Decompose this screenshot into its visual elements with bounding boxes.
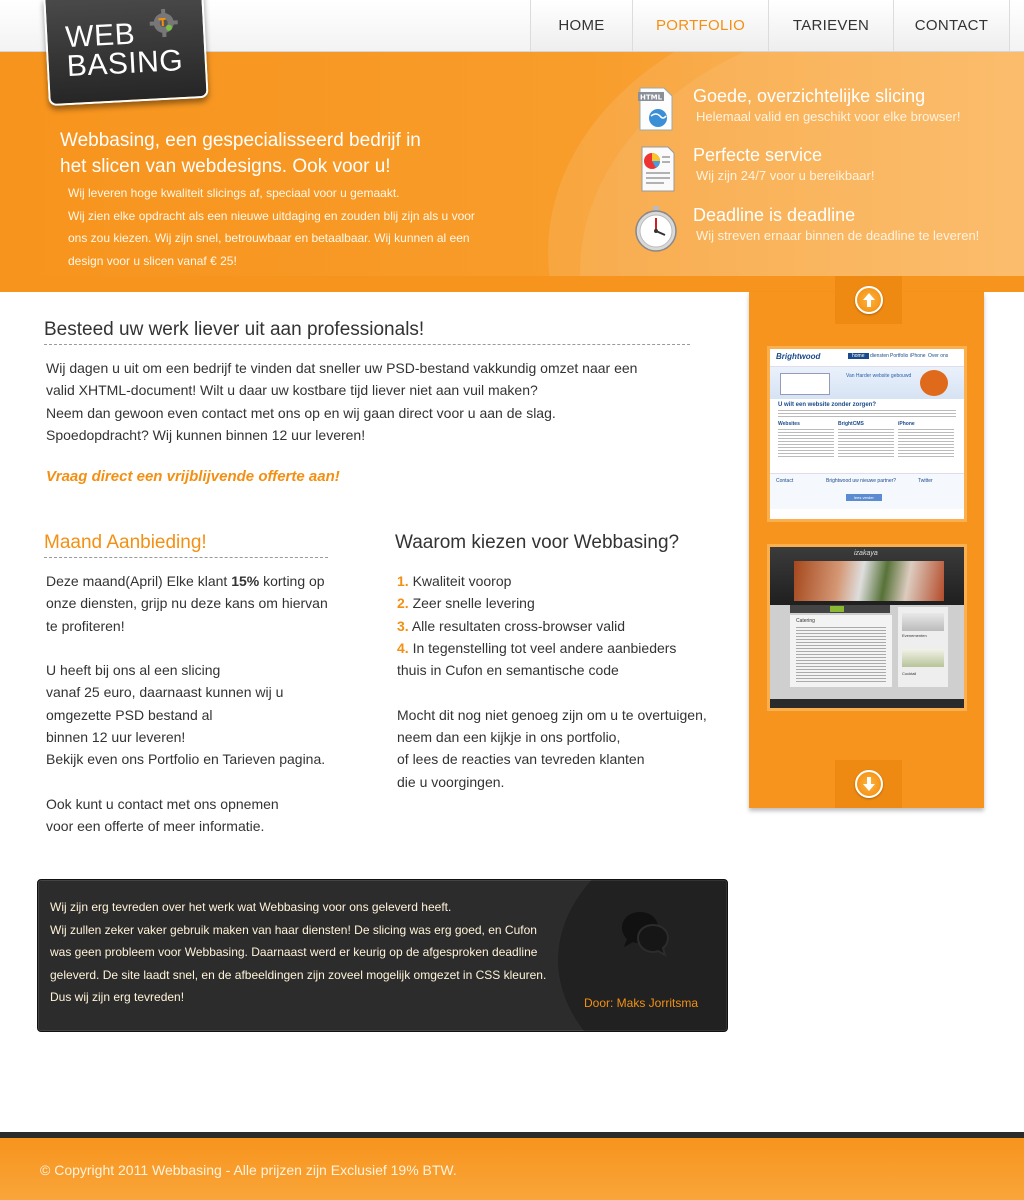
testimonial-line: was geen probleem voor Webbasing. Daarnaast werd er keurig op de afgesproken deadline xyxy=(50,945,538,959)
divider xyxy=(44,557,328,558)
why-list xyxy=(397,570,727,793)
hero-intro-line: ons zou kiezen. Wij zijn snel, betrouwbaar en betaalbaar. Wij kunnen al een xyxy=(68,231,470,245)
svg-text:HTML: HTML xyxy=(640,93,663,102)
thumb-column: iPhone xyxy=(898,421,915,427)
testimonial-line: geleverd. De site laadt snel, en de afbeeldingen zijn zoveel mogelijk omgezet in CSS kleuren. xyxy=(50,967,547,982)
list-number: 4. xyxy=(397,639,409,656)
paragraph-line: Wij dagen u uit om een bedrijf te vinden dat sneller uw PSD-bestand vakkundig omzet naar een xyxy=(46,360,638,376)
thumb-nav-active xyxy=(830,606,844,612)
paragraph-line: valid XHTML-document! Wilt u daar uw kostbare tijd liever niet aan vuil maken? xyxy=(46,382,538,399)
thumb-button: lees verder xyxy=(846,494,882,501)
html-file-icon xyxy=(632,86,680,134)
thumb-content xyxy=(790,615,892,687)
testimonial-text xyxy=(50,896,570,1009)
portfolio-thumb-izakaya[interactable] xyxy=(767,544,967,711)
testimonial-line: Wij zullen zeker vaker gebruik maken van haar diensten! De slicing was erg goed, en Cufon xyxy=(50,922,537,937)
divider xyxy=(44,344,690,345)
hero-intro-line: Wij zien elke opdracht als een nieuwe uitdaging en zouden blij zijn als u voor xyxy=(68,208,475,223)
feature-slicing xyxy=(632,86,1022,136)
thumb-column: Websites xyxy=(778,421,800,427)
thumb-screen xyxy=(780,373,830,395)
site-logo[interactable] xyxy=(43,0,208,106)
hero-intro-line: design voor u slicen vanaf € 25! xyxy=(68,253,237,268)
scroll-down-button[interactable] xyxy=(835,760,902,808)
arrow-down-icon xyxy=(855,770,883,798)
logo-line2: BASING xyxy=(66,44,184,84)
thumb-column: BrightCMS xyxy=(838,421,864,427)
offer-line: voor een offerte of meer informatie. xyxy=(46,818,265,835)
arrow-up-icon xyxy=(855,286,883,314)
why-item-continuation: thuis in Cufon en semantische code xyxy=(397,662,619,679)
thumb-footer-col: Twitter xyxy=(918,478,933,484)
offer-line xyxy=(46,570,376,592)
why-item xyxy=(397,592,727,614)
gear-icon xyxy=(148,7,180,39)
list-number: 3. xyxy=(397,617,409,634)
spacer xyxy=(397,681,727,703)
thumb-banner xyxy=(770,367,964,399)
thumb-brand: Brightwood xyxy=(776,352,821,361)
stopwatch-icon xyxy=(632,205,680,253)
thumb-nav-item: diensten xyxy=(870,353,889,359)
offer-line: te profiteren! xyxy=(46,617,125,634)
offer-line: onze diensten, grijp nu deze kans om hiervan xyxy=(46,595,328,612)
main-heading: Besteed uw werk liever uit aan professionals! xyxy=(44,319,425,340)
thumb-image xyxy=(902,613,944,631)
thumb-section: Catering xyxy=(796,618,815,624)
offer-line: omgezette PSD bestand al xyxy=(46,706,213,723)
spacer xyxy=(46,637,376,659)
testimonial-line: Dus wij zijn erg tevreden! xyxy=(50,990,185,1004)
hero-title xyxy=(60,128,520,180)
list-text: In tegenstelling tot veel andere aanbieders xyxy=(412,639,677,656)
footer xyxy=(0,1138,1024,1200)
why-closing-line: of lees de reacties van tevreden klanten xyxy=(397,751,645,768)
chat-bubbles-icon xyxy=(616,906,672,962)
thumb-nav-item: iPhone xyxy=(910,353,926,359)
thumb-text-lines xyxy=(778,429,834,459)
thumb-header xyxy=(770,349,964,367)
offer-line: vanaf 25 euro, daarnaast kunnen wij u xyxy=(46,684,284,701)
discount-percentage: 15% xyxy=(231,573,260,589)
spacer xyxy=(46,771,376,793)
thumb-text-lines xyxy=(778,410,956,418)
thumb-sidebar xyxy=(898,607,948,687)
nav-contact[interactable]: CONTACT xyxy=(893,0,1010,51)
panel-corner xyxy=(735,276,749,292)
list-number: 1. xyxy=(397,573,409,589)
thumb-text-lines xyxy=(796,627,886,683)
offer-line: binnen 12 uur leveren! xyxy=(46,729,186,746)
feature-subtitle: Wij streven ernaar binnen de deadline te leveren! xyxy=(696,228,980,243)
why-item xyxy=(397,570,727,592)
thumb-footer xyxy=(770,473,964,509)
testimonial-line: Wij zijn erg tevreden over het werk wat Webbasing voor ons geleverd heeft. xyxy=(50,900,452,914)
nav-portfolio[interactable]: PORTFOLIO xyxy=(632,0,768,51)
list-number: 2. xyxy=(397,595,409,612)
hero-intro-line: Wij leveren hoge kwaliteit slicings af, speciaal voor u gemaakt. xyxy=(68,186,400,200)
thumb-image xyxy=(902,649,944,667)
offer-line: U heeft bij ons al een slicing xyxy=(46,662,221,679)
thumb-mascot xyxy=(920,370,948,396)
nav-home[interactable]: HOME xyxy=(530,0,632,51)
list-text: Alle resultaten cross-browser valid xyxy=(411,617,626,634)
copyright-text: © Copyright 2011 Webbasing - Alle prijzen zijn Exclusief 19% BTW. xyxy=(40,1162,457,1178)
thumb-photo-banner xyxy=(770,547,964,605)
feature-service xyxy=(632,145,1022,195)
why-item xyxy=(397,637,727,659)
thumb-brand: izakaya xyxy=(854,550,878,557)
why-item xyxy=(397,615,727,637)
offerte-link[interactable]: Vraag direct een vrijblijvende offerte aan! xyxy=(46,468,340,485)
feature-title: Perfecte service xyxy=(693,145,823,165)
thumb-footer-col: Brightwood uw nieuwe partner? xyxy=(826,478,897,484)
testimonial-box xyxy=(37,879,728,1032)
feature-subtitle: Wij zijn 24/7 voor u bereikbaar! xyxy=(696,168,875,183)
why-heading: Waarom kiezen voor Webbasing? xyxy=(395,532,680,553)
portfolio-thumb-brightwood[interactable] xyxy=(767,346,967,522)
scroll-up-button[interactable] xyxy=(835,276,902,324)
offer-line: Ook kunt u contact met ons opnemen xyxy=(46,795,279,812)
thumb-nav-item: Over ons xyxy=(928,353,949,359)
sushi-image xyxy=(794,561,944,601)
offer-line: Bekijk even ons Portfolio en Tarieven pagina. xyxy=(46,751,326,768)
paragraph-line: Neem dan gewoon even contact met ons op en wij gaan direct voor u aan de slag. xyxy=(46,404,556,421)
paragraph-line: Spoedopdracht? Wij kunnen binnen 12 uur leveren! xyxy=(46,426,366,443)
thumb-footer-col: Contact xyxy=(776,478,794,484)
thumb-nav-item: home xyxy=(848,353,869,359)
list-text: Zeer snelle levering xyxy=(412,595,535,612)
thumb-footer xyxy=(770,699,964,708)
why-closing-line: neem dan een kijkje in ons portfolio, xyxy=(397,729,621,746)
thumb-heading: U wilt een website zonder zorgen? xyxy=(778,402,877,408)
offer-heading: Maand Aanbieding! xyxy=(44,532,207,553)
why-closing-line: die u voorgingen. xyxy=(397,773,505,790)
thumb-text-lines xyxy=(838,429,894,459)
offer-text-span: korting op xyxy=(259,573,325,589)
feature-deadline xyxy=(632,205,1022,255)
report-document-icon xyxy=(632,145,680,193)
testimonial-author: Door: Maks Jorritsma xyxy=(584,996,699,1010)
thumb-tagline: Van Harder website gebouwd xyxy=(846,373,912,379)
thumb-side-item: Evenementen xyxy=(902,633,927,638)
feature-title: Deadline is deadline xyxy=(693,205,856,225)
nav-tarieven[interactable]: TARIEVEN xyxy=(768,0,893,51)
hero-title-line: Webbasing, een gespecialisseerd bedrijf in xyxy=(60,130,421,151)
offer-text xyxy=(46,570,376,838)
thumb-text-lines xyxy=(898,429,954,459)
thumb-nav xyxy=(790,605,890,613)
why-closing-line: Mocht dit nog niet genoeg zijn om u te overtuigen, xyxy=(397,706,707,723)
list-text: Kwaliteit voorop xyxy=(412,573,512,589)
hero-title-line: het slicen van webdesigns. Ook voor u! xyxy=(60,156,391,177)
hero-intro xyxy=(68,182,528,272)
thumb-nav-item: Portfolio xyxy=(890,353,909,359)
offer-text-span: Deze maand(April) Elke klant xyxy=(46,573,232,589)
feature-title: Goede, overzichtelijke slicing xyxy=(693,86,926,106)
thumb-side-item: Cocktail xyxy=(902,671,917,676)
feature-subtitle: Helemaal valid en geschikt voor elke browser! xyxy=(696,109,961,124)
logo-line1: WEB xyxy=(64,17,136,55)
main-nav xyxy=(530,0,1010,52)
main-paragraph xyxy=(46,357,696,446)
